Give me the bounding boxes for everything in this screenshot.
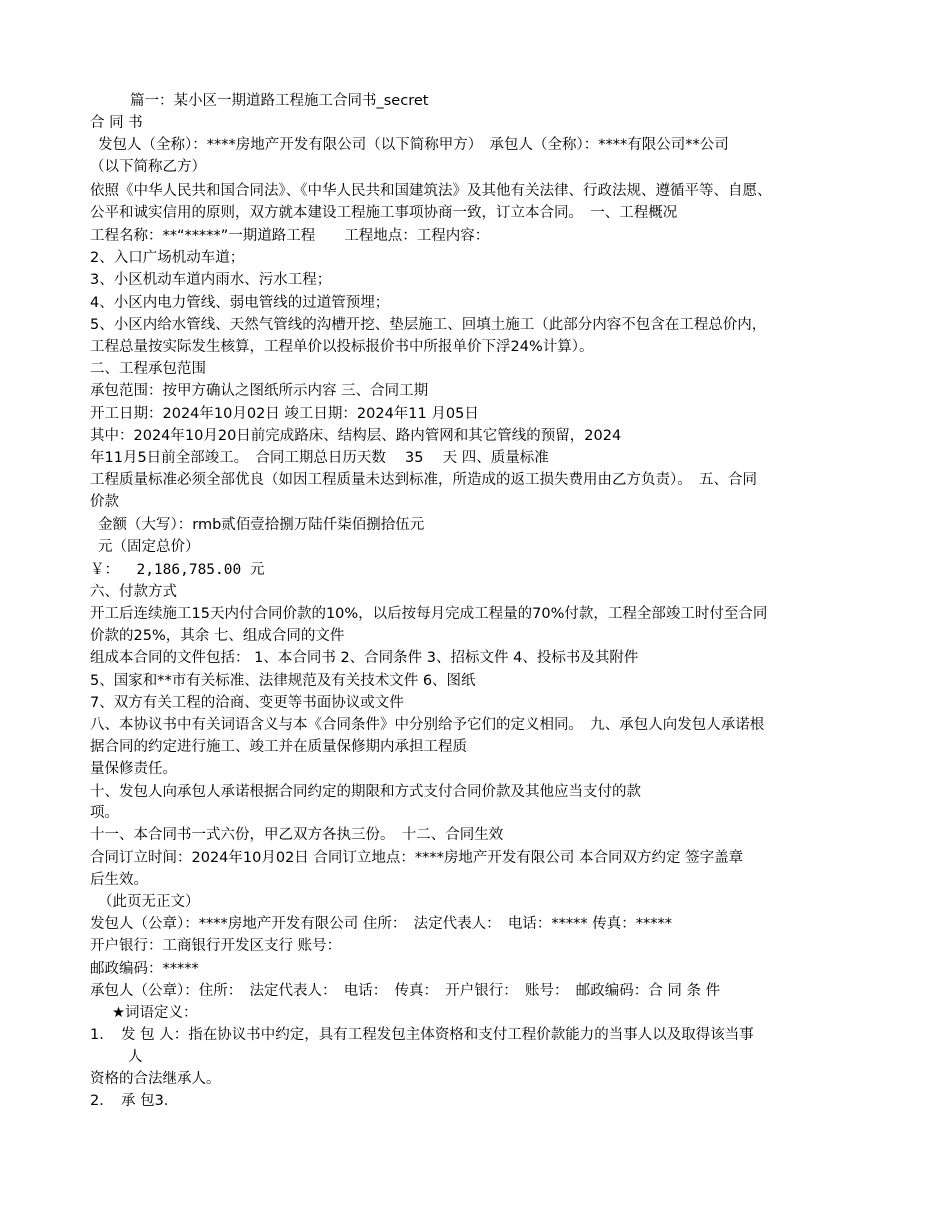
text-line: 合同订立时间：2024年10月02日 合同订立地点：****房地产开发有限公司 本合同双方约定 签字盖章 (90, 850, 744, 866)
text-line: 十、发包人向承包人承诺根据合同约定的期限和方式支付合同价款及其他应当支付的款 (90, 784, 641, 800)
text-line: 组成本合同的文件包括： 1、本合同书 2、合同条件 3、招标文件 4、投标书及其附件 (90, 650, 639, 666)
text-line: 开户银行：工商银行开发区支行 账号： (90, 938, 342, 954)
section-heading: 合 同 书 (90, 115, 143, 131)
text-line: 其中：2024年10月20日前完成路床、结构层、路内管网和其它管线的预留，2024 (90, 428, 622, 444)
text-line: 开工后连续施工15天内付合同价款的10%，以后按每月完成工程量的70%付款，工程全部竣工时付至合同 (90, 606, 768, 622)
list-item: 3、小区机动车道内雨水、污水工程； (90, 272, 332, 288)
list-item: 4、小区内电力管线、弱电管线的过道管预埋； (90, 295, 390, 311)
text-line: 承包范围：按甲方确认之图纸所示内容 三、合同工期 (90, 383, 429, 399)
text-line: 开工日期：2024年10月02日 竣工日期：2024年11 月05日 (90, 406, 479, 422)
text-line: 发包人（公章）：****房地产开发有限公司 住所： 法定代表人： 电话：***** 传真：***** (90, 916, 672, 932)
amount-figures: ￥： 2,186,785.00 元 (90, 562, 265, 578)
text-line: 据合同的约定进行施工、竣工并在质量保修期内承担工程质 (90, 739, 467, 755)
list-item: 2、入口广场机动车道； (90, 250, 245, 266)
document-title: 篇一：某小区一期道路工程施工合同书_secret (130, 93, 429, 109)
text-line: 依照《中华人民共和国合同法》、《中华人民共和国建筑法》及其他有关法律、行政法规、遵循平等、自愿、 (90, 183, 772, 199)
text-line: 发包人（全称）：****房地产开发有限公司（以下简称甲方） 承包人（全称）：****有限公司**公司 (98, 137, 729, 153)
definition-item: 1． 发 包 人：指在协议书中约定，具有工程发包主体资格和支付工程价款能力的当事人以及取得该当事 (90, 1027, 754, 1043)
text-line: 项。 (90, 805, 119, 821)
text-line: 5、国家和**市有关标准、法律规范及有关技术文件 6、图纸 (90, 673, 476, 689)
text-line: 工程总量按实际发生核算，工程单价以投标报价书中所报单价下浮24%计算）。 (90, 339, 594, 355)
text-line: 价款的25%，其余 七、组成合同的文件 (90, 628, 345, 644)
text-line: 7、双方有关工程的洽商、变更等书面协议或文件 (90, 695, 404, 711)
text-line: 人 (128, 1049, 143, 1065)
text-line: 公平和诚实信用的原则，双方就本建设工程施工事项协商一致，订立本合同。 一、工程概况 (90, 205, 678, 221)
text-line: （此页无正文） (98, 894, 200, 910)
text-line: 工程质量标准必须全部优良（如因工程质量未达到标准，所造成的返工损失费用由乙方负责）。 五、合同 (90, 472, 757, 488)
section-heading: 二、工程承包范围 (90, 361, 206, 377)
text-line: 邮政编码：***** (90, 961, 199, 977)
text-line: 工程名称：**“*****”一期道路工程 工程地点：工程内容： (90, 228, 490, 244)
text-line: 后生效。 (90, 872, 148, 888)
text-line: 价款 (90, 494, 119, 510)
text-line: 资格的合法继承人。 (90, 1071, 221, 1087)
text-line: 承包人（公章）：住所： 法定代表人： 电话： 传真： 开户银行： 账号： 邮政编码：合 同 条 件 (90, 983, 721, 999)
list-item: 5、小区内给水管线、天然气管线的沟槽开挖、垫层施工、回填土施工（此部分内容不包含在工程总价内， (90, 317, 767, 333)
section-heading: ★词语定义： (112, 1005, 198, 1021)
text-line: 量保修责任。 (90, 761, 177, 777)
text-line: 十一、本合同书一式六份，甲乙双方各执三份。 十二、合同生效 (90, 827, 504, 843)
section-heading: 六、付款方式 (90, 584, 177, 600)
text-line: 八、本协议书中有关词语含义与本《合同条件》中分别给予它们的定义相同。 九、承包人向发包人承诺根 (90, 717, 765, 733)
text-line: 年11月5日前全部竣工。 合同工期总日历天数 35 天 四、质量标准 (90, 450, 549, 466)
definition-item: 2． 承 包3． (90, 1093, 179, 1109)
text-line: 元（固定总价） (98, 539, 200, 555)
amount-words: 金额（大写）：rmb贰佰壹拾捌万陆仟柒佰捌拾伍元 (98, 517, 425, 533)
text-line: （以下简称乙方） (90, 159, 206, 175)
